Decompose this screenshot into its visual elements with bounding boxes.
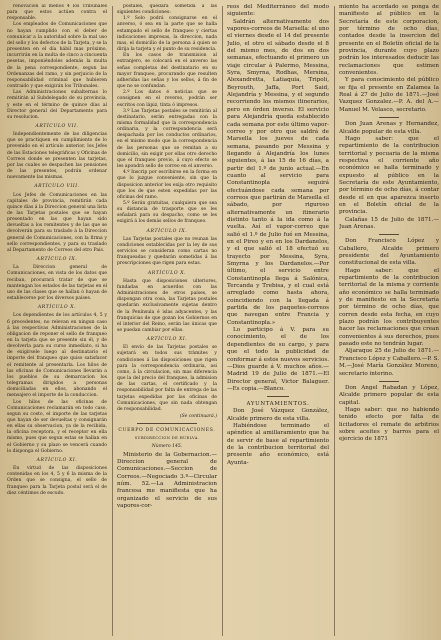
col1-paragraph-3: Las Administraciones subalternas lo remitirán al Subdelegado de su provincia, y este en el término de quince días al Director general del Departamento para su resolucion. [7,90,107,120]
col1-article-xi-heading: ARTÍCULO XI. [36,457,78,463]
col4-paragraph-6: Don Francisco López y Caballero, Alcalde primero presidente del Ayuntamiento constitucional de esta villa. [339,238,439,267]
column-divider [334,6,335,636]
section-rule [267,396,289,397]
section-subtitle: SUBDIRECCION DE HUELVA. [134,436,200,441]
notice-number: Número 145. [151,444,183,450]
column-divider [222,6,223,636]
col4-paragraph-4: Hago saber: que el repartimiento de la contribucion territorial y pecuaria de la misma respectiva el corriente año económico se halla terminado y expuesto al público en la Secretaría de este Ayuntamiento, por término de ocho días, á contar desde el en que aparezca inserto en el Boletín oficial de la provincia. [339,135,439,216]
notice-divider [379,381,399,382]
col4-paragraph-7: Hago saber: que el repartimiento de la contribucion territorial de la misma y corriente año económico se halla terminado y de manifiesto en la Secretaría por término de ocho días, que corren desde esta fecha, en cuyo plazo podrán los contribuyentes hacer las reclamaciones que crean convenientes á sus derechos, pues pasado este no tendrán lugar. [339,267,439,348]
col1-paragraph-2: Los empleados de Comunicaciones que no hayan cumplido con el deber de comunicar a la autoridad sobre la mal uso del sello y los defectos de la Tarjeta, y se la presenten en el día hábil mas próximo, incurrirán en la multa de cinco a cincuenta pesetas, imponiéndoles además la multa de la pena correspondiente, segun las Ordenanzas del ramo, y sin perjuicio de la responsabilidad criminal que hubieren contraido y que exigirán los Tribunales. [7,22,107,90]
col2-article-xi-heading: ARTÍCULO XI. [146,337,188,343]
col2-paragraph-5: 3.º Las Tarjetas postales se remitirán al destinatario, serán entregadas con la misma formalidad que la correspondencia ordinaria, y la correspondencia será despachada por los conductos ordinarios, en el mismo modo que la correspondencia de las personas que se remitan a su domicilio, sin exigir por ellas otro derecho que el franqueo previo, á cuyo efecto se les apondrá sello de correo en el anverso. [117,108,217,170]
col1-paragraph-6: La Direccion general de Comunicaciones, en vista de los datos que reciban, procurará tratar de que se mantengan los estados de las tarjetas en el uso de las clases que se hallan ó hayan de establecerse por los diversos países. [7,265,107,302]
col3-paragraph-5: Habiéndose terminado el apéndice al amillaramiento que ha de servir de base al repartimiento de la contribucion territorial del presente año económico, está Ayunta- [227,423,329,466]
notice-divider [379,234,399,235]
col1-paragraph-8: Los hilos de las oficinas de Comunicaciones reclamarán en todo caso, segun su costo, el importe de las tarjetas que hayan de ser devueltas y consignarán en ellas su observacion, ya de la recibida, la oficina receptora, y el receptor en ella mismo, pues que segun estas se hallan en el Gobierno y su plazo se vencerá cuando lo disponga el Gobierno. [7,399,107,454]
col1-paragraph-4: Independientemente de las diligencias que se practiquen en cumplimiento de lo prevenido en el artículo anterior, los Jefes de las Estaciones telegráficas y Oficinas de Correos donde se presenten las tarjetas, por las cuales se despachen las pensiones de las presentes, podrán ordenar nuevamente las mismas. [7,132,107,181]
section-title-comunicaciones: CUERPO DE COMUNICACIONES. [118,428,216,434]
col2-paragraph-1: postales, quedará sometida á las siguientes condiciones: [117,4,217,16]
columns-container [4,4,437,638]
col4-paragraph-1: miento ha acordado se ponga de manifiesto al público en la Secretaría de este corporacion, por término de ocho días, contados desde la insercion del presente en el Boletín oficial de la provincia, durante cuyo plazo podrán los interesados deducir las reclamaciones que estimen convenientes. [339,4,439,77]
col3-paragraph-3: Lo participo á V. para su conocimiento, el de los dependientes de su cargo, y para que el todo la publicidad de conformar á estos nuevos servicios.—Dios guarde á V. muchos años.—Madrid 19 de Julio de 1871.—El Director general, Victor Balaguer.—Es copia.—Blanco. [227,327,329,392]
col3-paragraph-4: Don José Vázquez González, Alcalde primero de esta villa. [227,408,329,422]
col4-paragraph-3: Don Juan Arenas y Hernandez, Alcalde popular de esta villa. [339,121,439,135]
col2-paragraph-7: 5.º Serán gratuitas, cualquiera que sea su distancia de trasporte que se les señalará para su despacho, como se les exigirá á los demás sellos de franqueo. [117,201,217,225]
col2-paragraph-11: Ministerio de la Gobernacion.—Direccion general de Comunicaciones.—Seccion de Correos.—Negociado 3.º—Circular núm. 52.—La Administracion francesa me manifiesta que ha organizado el servicio de sus vapores-cor- [117,451,217,510]
col4-paragraph-5: Calañas 15 de Julio de 1871.—Juan Arenas. [339,216,439,230]
col1-article-ix-heading: ARTÍCULO IX. [36,257,78,263]
col3-paragraph-1: reos del Mediterráneo del modo siguiente: [227,4,329,18]
col2-paragraph-9: Hasta que disposiciones ulteriores, fundadas en acuerdos con las Administraciones de otros países, se dispongan otra cosa, las Tarjetas postales quedarán exclusivamente sujetas dentro de la Península é islas adyacentes, y las franquicias de que gozan los Gobiernos en el interior del Reino, serán las únicas que se puedan cambiar por ellas. [117,278,217,333]
col1-paragraph-5: Los Jefes de Comunicaciones en las capitales de provincia, remitirán cada quince días á la Direccion general una lista de las Tarjetas postales que se hayan presentado en las que hayan sido devueltas a los remitentes y de las que se devolverán para su traslado á la Direccion general de Comunicaciones, con la firma y sello correspondientes, y para su traslado al Departamento de Correos del otro País. [7,192,107,253]
section-rule [137,423,197,424]
col1-article-x-heading: ARTÍCULO X. [37,305,77,311]
col2-continued-note: (Se continuará.) [179,414,217,419]
col4-paragraph-10: Hago saber: que no habiendo tenido efecto por falta de licitadores el remate de arbitrios sobre aceites y barros para el ejercicio de 1871 [339,406,439,443]
col1-paragraph-7: Los dependientes de los artículos 4, 5 y 6 precedentes, no relevan en ningun caso á las respectivas Administraciones de la obligacion de reponer el sello de franqueo en la tarjeta que se presente sin él, y de devolverla para su curso inmediato, si ha de exigírsele luego al destinatario el importe del franqueo que quiso satisfacer el remitente al presentarla. Los hilos de las oficinas de Comunicaciones llevarán a los pueblos de su demarcacion los telegramas dirigidos a personas domiciliadas en ellos, abonando el mensajero el importe de la conduccion. [7,313,107,399]
col1-paragraph-1: renovacion al menos 4 los Tribunales para que estos actúen contra el responsable. [7,4,107,22]
col2-article-x-heading: ARTÍCULO X. [147,270,187,276]
col2-paragraph-4: 2.º Los datos é noticias que se consignen en el reverso, podrán ser escritos con lápiz, tinta ó impresos. [117,90,217,108]
notice-divider [379,117,399,118]
column-1 [7,4,107,638]
col1-article-viii-heading: ARTÍCULO VIII. [34,184,80,190]
col2-paragraph-6: 4.º Inscrip por escribirse en la forma en que lo juzgue conveniente, sin que la disposicion anterior les exija otro requisito que los de que esten expedidas por las oficinas del ramo. [117,170,217,200]
section-title-ayuntamientos: AYUNTAMIENTOS. [246,401,310,408]
col3-paragraph-2: Saldrán alternativamente dos vapores-correos de Marsella: el uno el viernes desde el 14 del presente Julio, el otro el sábado desde el 8 del mismo mes, de dos en dos semanas, efectuando el primero un viaje circular á Palermo, Messina, Syra, Smyrna, Rodhas, Mersina, Alexandretta, Latiaquia, Tripoli, Beyrouth, Jaffa, Port Said, Alejandría y Messina, y el segundo recorriendo los mismos itinerarios, pero en órden inverso. El servicio para Alejandría queda establecido cada semana por este último vapor-correo y por otro que saldrá de Marsella los jueves de cada semana, pasando por Messina y llegando á Alejandría los lunes siguientes, á las 15 de 16 días, a partir del 1.º de junio actual.—En cuanto al servicio para Constantinopla seguirá efectuándose cada semana por correos que partirán de Marsella el sábado, por riguroso alternativamente un itinerario distinto tanto á la ida como á la vuelta. Así el vapor-correo que salió el 1.º de Julio fué en Messina, en el Pireo y en en los Dardanelos, y el que salió el 18 efectuó su trayecto por Messina, Syra, Smyrna y los Dardanelos.—Por último, el servicio entre Constantinopla llega á Salónica, Tercanda y Trebisa, y el cual está arreglado como hasta ahora, coincidiendo con la llegada á partida de los paquetes-correos que navegan entre Francia y Constantinopla.» [227,18,329,326]
column-4 [339,4,439,638]
col2-paragraph-8: Las Tarjetas postales que no reunan las condiciones establecidas por la ley de sus servicios se consideran como cartas no franqueadas y quedarán sometidas á las prescripciones que rigen para estas. [117,236,217,267]
col2-paragraph-3: En los casos de transmision al extranjero, se colocará en el anverso las señas completas del destinatario en su mayor franqueo, procurando que resulten adheridas las señas y los sellos, á fin de que no se confundan. [117,53,217,90]
column-2 [117,4,217,638]
col2-paragraph-2: 1.º Solo podrá consignarse en el anverso, ó sea en la parte que se halla estampado el sello de franqueo y ciertas indicaciones impresas, la direccion, nada mas, el domicilio de la persona á quien se dirija la tarjeta y el punto de su residencia. [117,16,217,53]
col4-paragraph-2: Y para conocimiento del público se fija el presente en Zalamea la Real á 27 de Julio de 1871.—José Vazquez Gonzalez.—P. A. del A.—Manuel M. Velasco, secretario. [339,77,439,113]
col2-paragraph-10: El envío de las Tarjetas postales se sujetará en todos sus trámites y condiciones á las disposiciones que rigen para la correspondencia ordinaria, asi como, á la circulacion, sin mas diferencia que la del precio del franqueo, la admision de las cartas, el certificado y la responsabilidad por falta de entrega de las tarjetas expedidas por las oficinas de Comunicaciones, que sin nada obtengan de responsabilidad. [117,345,217,412]
col4-paragraph-8: Aljaraque 25 de Julio de 1871.—Francisco López y Caballero.—P. S. M.—José María González Moreno, secretario interino. [339,348,439,377]
col2-article-ix-heading: ARTÍCULO IX. [146,228,188,234]
col4-paragraph-9: Don Angel Rabadan y López, Alcalde primero popular de esta capital. [339,384,439,406]
col1-paragraph-9: En virtud de las disposiciones contenidas en los 4, 5 y 6 la misma de la Orden que se consigna, el sello de franqueo para la Tarjeta postal será el de diez céntimos de escudo. [7,466,107,496]
column-divider [112,6,113,636]
column-3 [227,4,329,638]
col1-article-vii-heading: ARTÍCULO VII. [35,123,79,129]
